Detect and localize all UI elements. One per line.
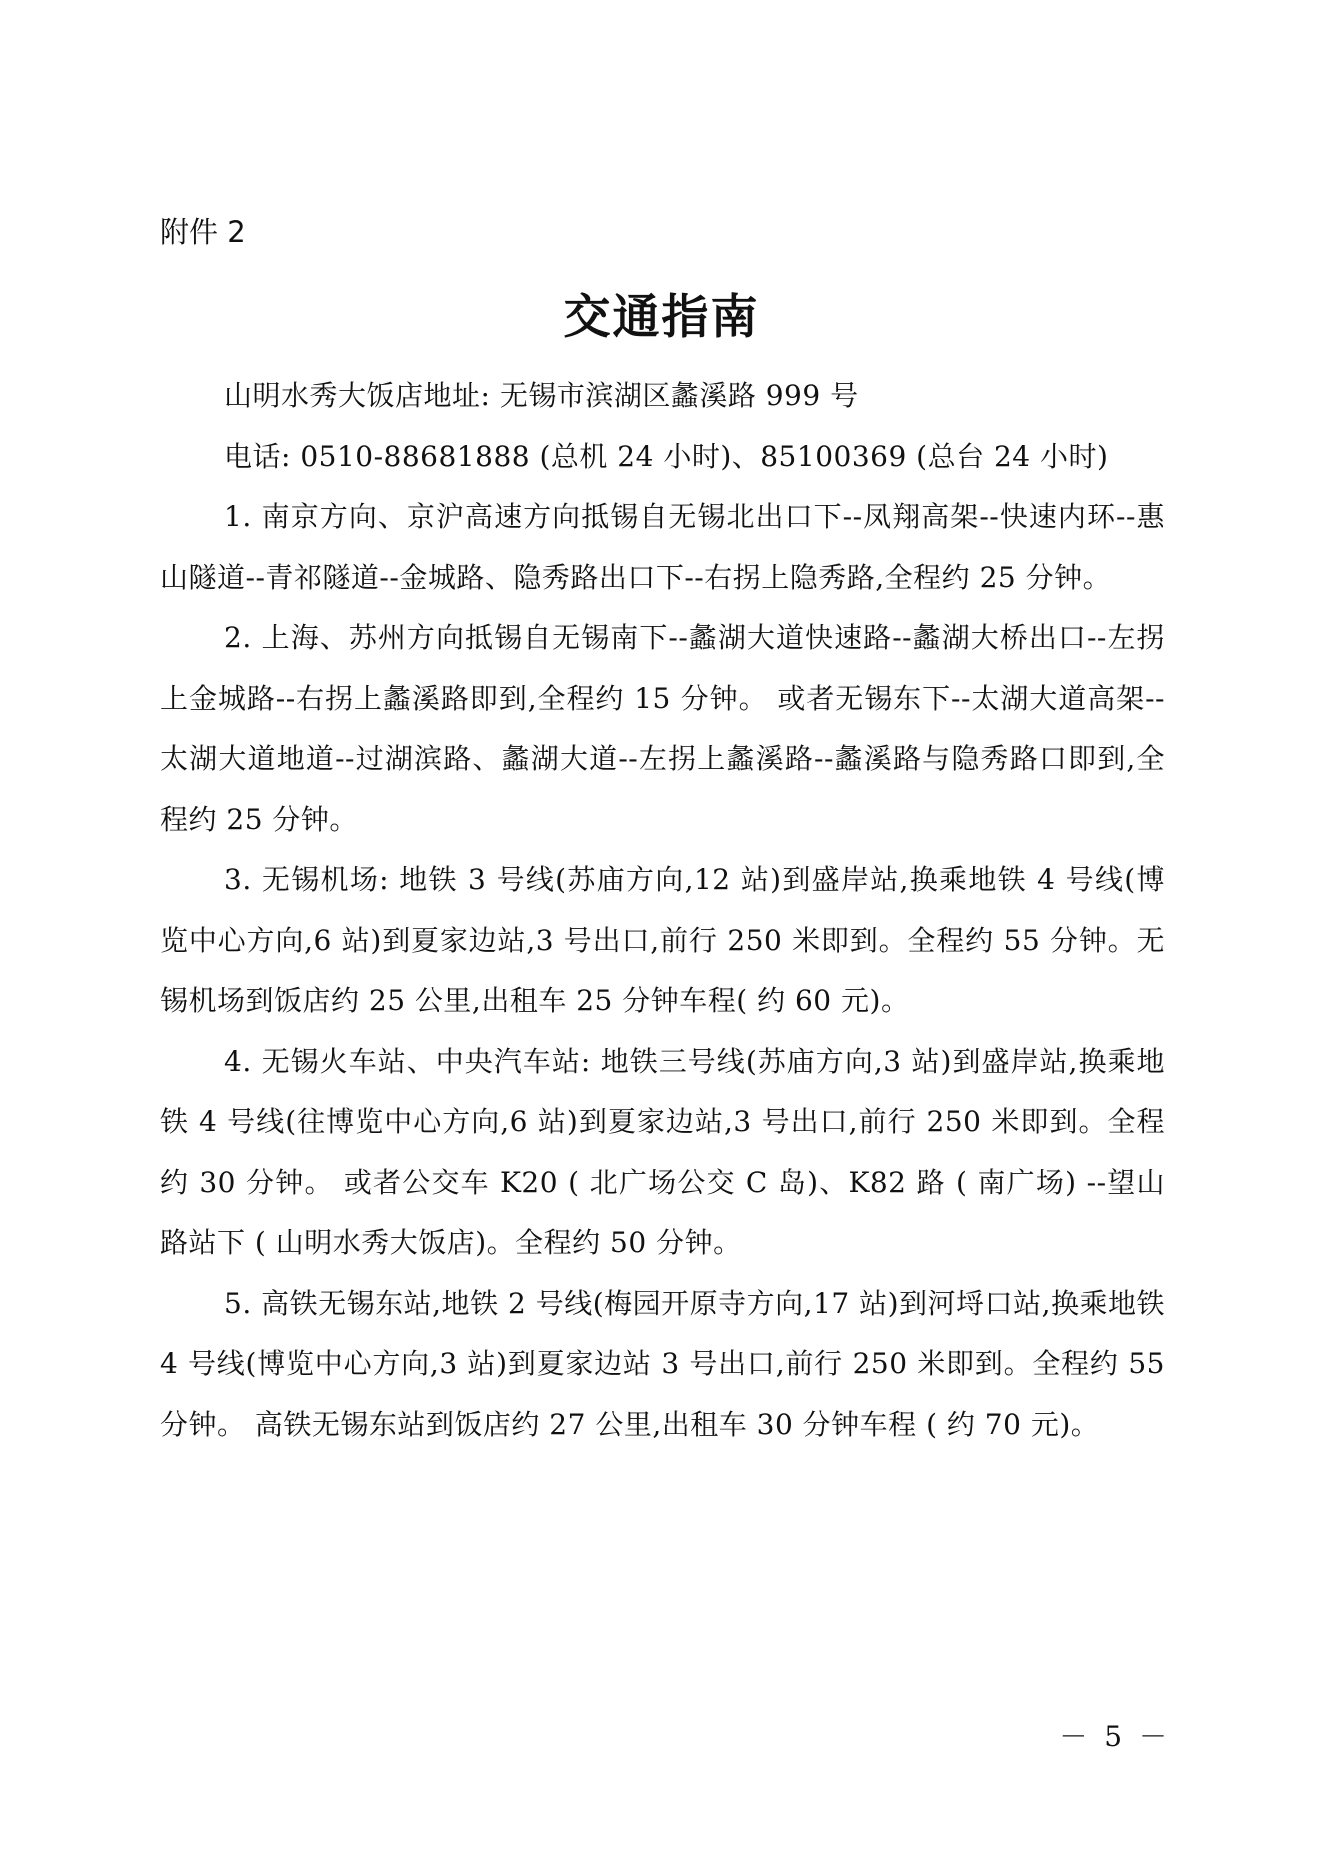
route-nanjing: 1. 南京方向、京沪高速方向抵锡自无锡北出口下--凤翔高架--快速内环--惠山隧道--青祁隧道--金城路、隐秀路出口下--右拐上隐秀路,全程约 25 分钟。 <box>160 500 1165 594</box>
hotel-phone: 电话: 0510-88681888 (总机 24 小时)、85100369 (总台 24 小时) <box>224 439 1109 473</box>
attachment-label: 附件 2 <box>160 215 246 249</box>
route-high-speed-rail: 5. 高铁无锡东站,地铁 2 号线(梅园开原寺方向,17 站)到河埒口站,换乘地铁 4 号线(博览中心方向,3 站)到夏家边站 3 号出口,前行 250 米即到。全程约 55 分钟。 高铁无锡东站到饭店约 27 公里,出租车 30 分钟车程 ( 约 70 元)。 <box>160 1286 1165 1441</box>
page-title: 交通指南 <box>563 290 760 345</box>
route-airport: 3. 无锡机场: 地铁 3 号线(苏庙方向,12 站)到盛岸站,换乘地铁 4 号线(博览中心方向,6 站)到夏家边站,3 号出口,前行 250 米即到。全程约 55 分钟。无锡机场到饭店约 25 公里,出租车 25 分钟车程( 约 60 元)。 <box>160 863 1165 1017</box>
document-body <box>160 366 1165 1455</box>
route-railway-station: 4. 无锡火车站、中央汽车站: 地铁三号线(苏庙方向,3 站)到盛岸站,换乘地铁 4 号线(往博览中心方向,6 站)到夏家边站,3 号出口,前行 250 米即到。全程约 30 分钟。 或者公交车 K20 ( 北广场公交 C 岛)、K82 路 ( 南广场) --望山路站下 ( 山明水秀大饭店)。全程约 50 分钟。 <box>160 1044 1165 1259</box>
page-number: － 5 － <box>1059 1720 1171 1753</box>
route-shanghai-suzhou: 2. 上海、苏州方向抵锡自无锡南下--蠡湖大道快速路--蠡湖大桥出口--左拐上金城路--右拐上蠡溪路即到,全程约 15 分钟。 或者无锡东下--太湖大道高架--太湖大道地道--过湖滨路、蠡湖大道--左拐上蠡溪路--蠡溪路与隐秀路口即到,全程约 25 分钟。 <box>160 621 1165 836</box>
hotel-address: 山明水秀大饭店地址: 无锡市滨湖区蠡溪路 999 号 <box>224 379 859 412</box>
